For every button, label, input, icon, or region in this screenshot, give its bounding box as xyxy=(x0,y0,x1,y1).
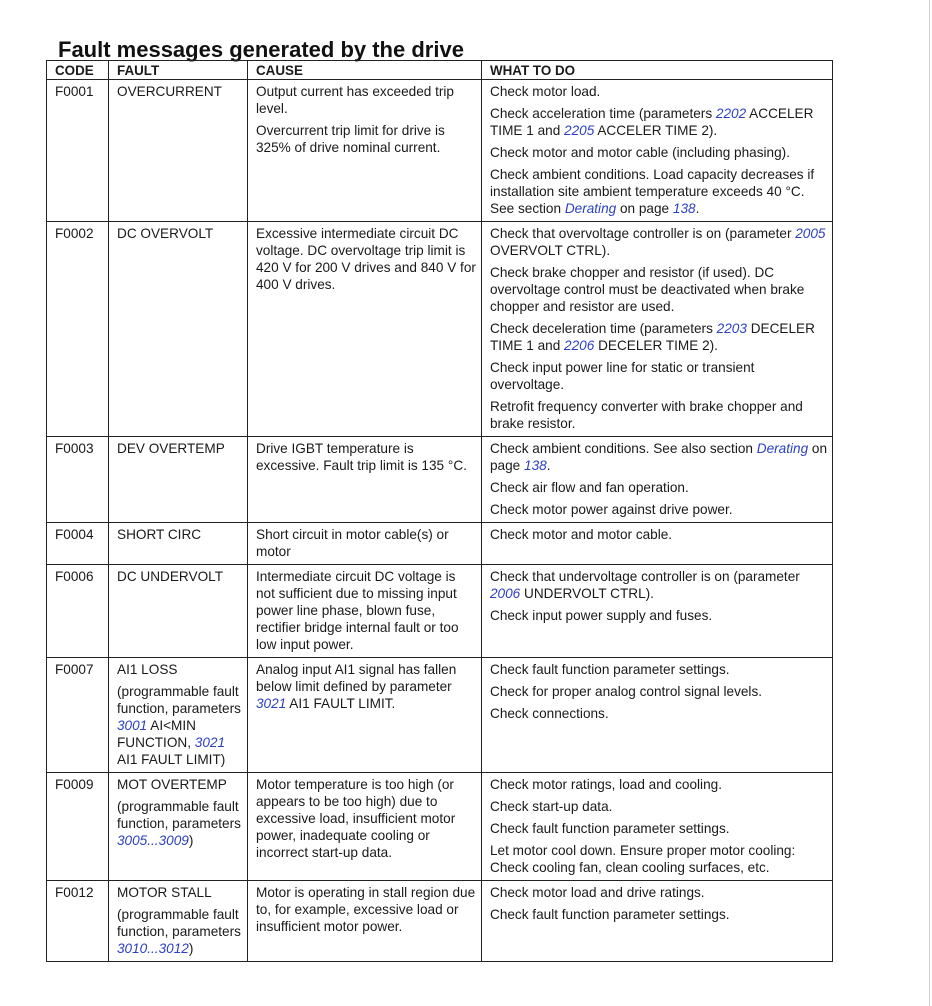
fault-remedy-paragraph xyxy=(490,225,828,259)
cell-text: UNDERVOLT CTRL). xyxy=(520,586,654,601)
fault-name-paragraph xyxy=(117,776,243,793)
fault-remedy xyxy=(482,565,833,658)
cell-text: Check motor load and drive ratings. xyxy=(490,885,705,900)
cell-text: AI1 FAULT LIMIT. xyxy=(286,696,396,711)
cross-reference-link[interactable]: 3021 xyxy=(256,696,287,711)
fault-remedy-paragraph xyxy=(490,479,828,496)
fault-cause-paragraph xyxy=(256,225,477,293)
fault-name xyxy=(109,565,248,658)
cell-text: (programmable fault function, parameters xyxy=(117,684,241,716)
cell-text: DC OVERVOLT xyxy=(117,226,214,241)
fault-row-f0001 xyxy=(47,80,833,222)
cross-reference-link[interactable]: 3021 xyxy=(194,735,226,750)
cell-text: on page xyxy=(490,441,828,473)
fault-remedy xyxy=(482,523,833,565)
fault-row-f0007 xyxy=(47,658,833,773)
fault-table xyxy=(46,60,833,962)
fault-remedy-paragraph xyxy=(490,320,828,354)
cell-text: Check motor power against drive power. xyxy=(490,502,733,517)
cell-text: Intermediate circuit DC voltage is not sufficient due to missing input power line phase, blown fuse, rectifier bridge internal fault or too low input power. xyxy=(256,569,459,652)
cell-text: OVERCURRENT xyxy=(117,84,222,99)
cell-text: Check fault function parameter settings. xyxy=(490,907,730,922)
fault-remedy-paragraph xyxy=(490,440,828,474)
fault-remedy-paragraph xyxy=(490,661,828,678)
cell-text: Analog input AI1 signal has fallen below limit defined by parameter xyxy=(256,662,457,694)
fault-name xyxy=(109,523,248,565)
fault-remedy-paragraph xyxy=(490,144,828,161)
fault-remedy-paragraph xyxy=(490,705,828,722)
fault-cause xyxy=(248,222,482,437)
cell-text: Check air flow and fan operation. xyxy=(490,480,689,495)
cell-text: AI<MIN FUNCTION, xyxy=(117,718,196,750)
fault-cause-paragraph xyxy=(256,526,477,560)
fault-cause-paragraph xyxy=(256,440,477,474)
fault-name-paragraph xyxy=(117,661,243,678)
fault-cause xyxy=(248,881,482,962)
fault-table-body xyxy=(47,80,833,962)
fault-name-paragraph xyxy=(117,683,243,768)
cell-text: MOT OVERTEMP xyxy=(117,777,227,792)
fault-cause-paragraph xyxy=(256,568,477,653)
cross-reference-link[interactable]: 2005 xyxy=(795,226,826,241)
cell-text: Excessive intermediate circuit DC voltage. DC overvoltage trip limit is 420 V for 200 V drives and 840 V for 400 V drives. xyxy=(256,226,476,292)
fault-cause xyxy=(248,437,482,523)
fault-remedy xyxy=(482,437,833,523)
cell-text: . xyxy=(546,458,551,473)
cross-reference-link[interactable]: Derating xyxy=(564,201,617,216)
cell-text: Motor temperature is too high (or appears to be too high) due to excessive load, insufficient motor power, inadequate cooling or incorrect start-up data. xyxy=(256,777,456,860)
cross-reference-link[interactable]: 138 xyxy=(524,458,547,473)
cell-text: ACCELER TIME 2). xyxy=(594,123,718,138)
cell-text: Drive IGBT temperature is excessive. Fault trip limit is 135 °C. xyxy=(256,441,467,473)
fault-name xyxy=(109,80,248,222)
fault-remedy xyxy=(482,80,833,222)
page-edge-rule xyxy=(929,0,930,1006)
fault-remedy-paragraph xyxy=(490,884,828,901)
fault-name-paragraph xyxy=(117,225,243,242)
fault-cause-paragraph xyxy=(256,122,477,156)
cell-text: DC UNDERVOLT xyxy=(117,569,223,584)
cell-text: Check motor and motor cable. xyxy=(490,527,673,542)
cell-text: ) xyxy=(188,833,194,848)
fault-remedy xyxy=(482,222,833,437)
fault-name xyxy=(109,881,248,962)
cross-reference-link[interactable]: 2206 xyxy=(564,338,595,353)
fault-cause xyxy=(248,80,482,222)
cell-text: Check that undervoltage controller is on (parameter xyxy=(490,569,800,584)
cell-text: Check fault function parameter settings. xyxy=(490,821,730,836)
cell-text: Retrofit frequency converter with brake chopper and brake resistor. xyxy=(490,399,803,431)
cell-text: Short circuit in motor cable(s) or motor xyxy=(256,527,449,559)
fault-code: F0012 xyxy=(47,881,109,962)
fault-remedy-paragraph xyxy=(490,820,828,837)
cell-text: Check fault function parameter settings. xyxy=(490,662,730,677)
cross-reference-link[interactable]: 3005...3009 xyxy=(117,833,189,848)
cell-text: Check acceleration time (parameters xyxy=(490,106,716,121)
fault-cause xyxy=(248,523,482,565)
fault-code: F0007 xyxy=(47,658,109,773)
fault-row-f0009 xyxy=(47,773,833,881)
fault-remedy-paragraph xyxy=(490,776,828,793)
fault-remedy-paragraph xyxy=(490,359,828,393)
fault-code: F0009 xyxy=(47,773,109,881)
cell-text: OVERVOLT CTRL). xyxy=(490,243,611,258)
fault-remedy-paragraph xyxy=(490,526,828,543)
cell-text: ) xyxy=(188,941,194,956)
header-cause: CAUSE xyxy=(248,61,482,80)
fault-row-f0012 xyxy=(47,881,833,962)
cell-text: Check connections. xyxy=(490,706,609,721)
fault-name-paragraph xyxy=(117,440,243,457)
fault-code: F0002 xyxy=(47,222,109,437)
cell-text: AI1 FAULT LIMIT) xyxy=(117,752,226,767)
fault-remedy-paragraph xyxy=(490,105,828,139)
fault-name-paragraph xyxy=(117,83,243,100)
cell-text: Let motor cool down. Ensure proper motor cooling: Check cooling fan, clean cooling surfaces, etc. xyxy=(490,843,796,875)
fault-remedy-paragraph xyxy=(490,166,828,217)
fault-name xyxy=(109,222,248,437)
header-fault: FAULT xyxy=(109,61,248,80)
cell-text: Motor is operating in stall region due to, for example, excessive load or insufficient motor power. xyxy=(256,885,476,934)
fault-remedy-paragraph xyxy=(490,264,828,315)
cell-text: Check start-up data. xyxy=(490,799,613,814)
fault-remedy-paragraph xyxy=(490,83,828,100)
fault-remedy-paragraph xyxy=(490,398,828,432)
fault-code: F0003 xyxy=(47,437,109,523)
fault-code: F0004 xyxy=(47,523,109,565)
cell-text: Check motor load. xyxy=(490,84,601,99)
cell-text: SHORT CIRC xyxy=(117,527,202,542)
fault-remedy xyxy=(482,881,833,962)
header-code: CODE xyxy=(47,61,109,80)
cross-reference-link[interactable]: 2203 xyxy=(716,321,747,336)
cell-text: Check brake chopper and resistor (if used). DC overvoltage control must be deactivated when brake chopper and resistor are used. xyxy=(490,265,805,314)
cell-text: Check motor and motor cable (including phasing). xyxy=(490,145,790,160)
cell-text: DECELER TIME 2). xyxy=(594,338,718,353)
fault-remedy-paragraph xyxy=(490,906,828,923)
cross-reference-link[interactable]: 138 xyxy=(672,201,696,216)
fault-name-paragraph xyxy=(117,526,243,543)
fault-remedy-paragraph xyxy=(490,842,828,876)
cell-text: (programmable fault function, parameters xyxy=(117,907,241,939)
fault-remedy xyxy=(482,773,833,881)
cell-text: DEV OVERTEMP xyxy=(117,441,225,456)
fault-name-paragraph xyxy=(117,568,243,585)
fault-remedy-paragraph xyxy=(490,798,828,815)
cell-text: AI1 LOSS xyxy=(117,662,178,677)
fault-table-header xyxy=(47,61,833,80)
fault-cause xyxy=(248,658,482,773)
cross-reference-link[interactable]: 3010...3012 xyxy=(117,941,189,956)
fault-code: F0006 xyxy=(47,565,109,658)
cell-text: Check that overvoltage controller is on (parameter xyxy=(490,226,796,241)
fault-cause-paragraph xyxy=(256,776,477,861)
fault-row-f0006 xyxy=(47,565,833,658)
fault-name-paragraph xyxy=(117,798,243,849)
cell-text: Check deceleration time (parameters xyxy=(490,321,717,336)
fault-row-f0003 xyxy=(47,437,833,523)
cell-text: DECELER TIME 1 and xyxy=(490,321,815,353)
fault-row-f0004 xyxy=(47,523,833,565)
fault-cause-paragraph xyxy=(256,83,477,117)
cross-reference-link[interactable]: 3001 xyxy=(117,718,148,733)
cell-text: Check input power line for static or transient overvoltage. xyxy=(490,360,755,392)
fault-remedy-paragraph xyxy=(490,607,828,624)
cross-reference-link[interactable]: 2006 xyxy=(490,586,521,601)
fault-name xyxy=(109,658,248,773)
cell-text: Check for proper analog control signal levels. xyxy=(490,684,763,699)
cell-text: Check ambient conditions. Load capacity decreases if installation site ambient temperature exceeds 40 °C. See section xyxy=(490,167,815,216)
fault-remedy-paragraph xyxy=(490,501,828,518)
fault-name-paragraph xyxy=(117,884,243,901)
cell-text: Output current has exceeded trip level. xyxy=(256,84,454,116)
fault-name xyxy=(109,437,248,523)
fault-name xyxy=(109,773,248,881)
fault-row-f0002 xyxy=(47,222,833,437)
fault-cause xyxy=(248,773,482,881)
cell-text: Check ambient conditions. See also section xyxy=(490,441,757,456)
cell-text: on page xyxy=(616,201,673,216)
cross-reference-link[interactable]: Derating xyxy=(756,441,809,456)
cell-text: Overcurrent trip limit for drive is 325% of drive nominal current. xyxy=(256,123,445,155)
fault-remedy-paragraph xyxy=(490,683,828,700)
cell-text: ACCELER TIME 1 and xyxy=(490,106,814,138)
fault-remedy-paragraph xyxy=(490,568,828,602)
fault-name-paragraph xyxy=(117,906,243,957)
fault-cause-paragraph xyxy=(256,661,477,712)
fault-cause-paragraph xyxy=(256,884,477,935)
cross-reference-link[interactable]: 2205 xyxy=(564,123,595,138)
fault-code: F0001 xyxy=(47,80,109,222)
cross-reference-link[interactable]: 2202 xyxy=(715,106,747,121)
fault-cause xyxy=(248,565,482,658)
header-row xyxy=(47,61,833,80)
fault-remedy xyxy=(482,658,833,773)
cell-text: Check input power supply and fuses. xyxy=(490,608,713,623)
cell-text: (programmable fault function, parameters xyxy=(117,799,241,831)
cell-text: MOTOR STALL xyxy=(117,885,212,900)
cell-text: Check motor ratings, load and cooling. xyxy=(490,777,722,792)
cell-text: . xyxy=(695,201,700,216)
page-title: Fault messages generated by the drive xyxy=(58,36,464,62)
header-what-to-do: WHAT TO DO xyxy=(482,61,833,80)
